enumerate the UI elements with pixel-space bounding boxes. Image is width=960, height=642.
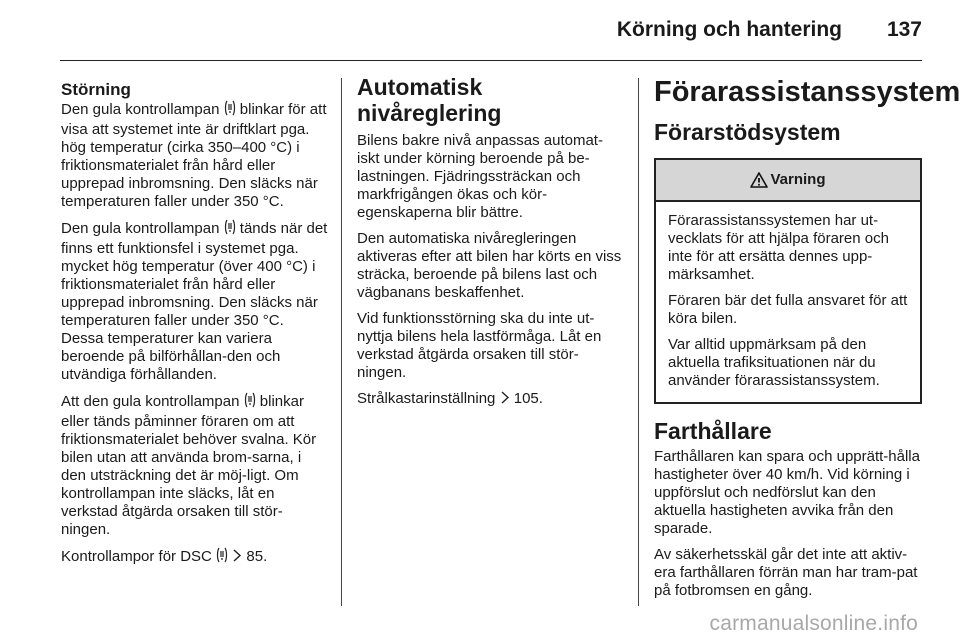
brake-pad-warning-lamp-icon — [224, 219, 236, 240]
paragraph: Farthållaren kan spara och upprätt-hålla hastigheter över 40 km/h. Vid körning i uppförslut och nedförslut kan den aktuella hastigheten avvika från den sparade. — [654, 448, 920, 537]
chapter-heading: Förarassistanssystem — [654, 76, 960, 108]
brake-pad-warning-lamp-icon — [216, 547, 228, 568]
subheading: Förarstödsystem — [654, 119, 841, 145]
paragraph-text: tänds när det finns ett funktionsfel i systemet pga. mycket hög temperatur (över 400 °C) i friktionsmaterialet från hård eller upprepad inbromsning. Den släcks när temperaturen faller under 350 °C. Dessa temperaturer kan variera beroende på bilförhållan-den och utvändiga förhållanden. — [61, 220, 328, 383]
paragraph: Bilens bakre nivå anpassas automat-iskt under körning beroende på be-lastningen. Fjädringssträckan och markfrigången ökas och kör-egenskaperna blir bättre. — [357, 132, 603, 221]
paragraph: Den automatiska nivåregleringen aktiveras efter att bilen har körts en viss sträcka, beroende på bilens last och vägbanans beskaffenhet. — [357, 230, 622, 301]
page-reference-arrow-icon — [500, 391, 510, 409]
paragraph: Vid funktionsstörning ska du inte ut-nyttja bilens hela lastförmåga. Låt en verkstad åtgärda orsaken till stör-ningen. — [357, 310, 602, 381]
warning-header — [656, 160, 920, 202]
paragraph: Av säkerhetsskäl går det inte att aktiv-era farthållaren förrän man har tram-pat på fotbromsen en gång. — [654, 546, 918, 599]
section-heading: Farthållare — [654, 418, 772, 444]
paragraph-text: blinkar eller tänds påminner föraren om att friktionsmaterialet behöver svalna. Kör bilen utan att använda brom-sarna, i den utsträckning det är möj-ligt. Om kontrollampan inte släcks, låt en verkstad åtgärda orsaken till stör-ningen. — [61, 393, 317, 538]
page-reference-arrow-icon — [232, 549, 242, 567]
paragraph — [61, 219, 329, 384]
page-number: 137 — [886, 18, 922, 41]
paragraph-text: Att den gula kontrollampan — [61, 393, 240, 410]
brake-pad-warning-lamp-icon — [224, 100, 236, 121]
paragraph-text: blinkar för att visa att systemet inte är driftklart pga. hög temperatur (cirka 350–400 °C) i friktionsmaterialet från hård eller upprepad inbromsning. Den släcks när temperaturen faller under 350 °C. — [61, 101, 327, 210]
page-header — [0, 0, 960, 60]
paragraph-text: Kontrollampor för DSC — [61, 548, 212, 565]
warning-paragraph: Var alltid uppmärksam på den aktuella trafiksituationen när du använder förarassistanssystem. — [668, 336, 880, 389]
paragraph-text: Strålkastarinställning — [357, 390, 496, 407]
paragraph-text: Den gula kontrollampan — [61, 101, 220, 118]
watermark: carmanualsonline.info — [709, 612, 918, 635]
paragraph — [61, 547, 329, 568]
paragraph — [61, 100, 329, 211]
column-divider — [638, 78, 639, 606]
warning-triangle-icon — [750, 172, 768, 188]
column-1 — [61, 74, 329, 576]
warning-paragraph: Föraren bär det fulla ansvaret för att köra bilen. — [668, 292, 908, 327]
header-title: Körning och hantering — [616, 18, 842, 41]
column-3 — [654, 74, 960, 608]
warning-title: Varning — [770, 171, 826, 188]
page-reference[interactable]: 85. — [246, 548, 268, 565]
warning-paragraph: Förarassistanssystemen har ut-vecklats för att hjälpa föraren och inte för att ersätta dennes upp-märksamhet. — [668, 212, 889, 283]
header-rule — [60, 60, 922, 61]
paragraph-text: Den gula kontrollampan — [61, 220, 220, 237]
column-divider — [341, 78, 342, 606]
page-reference[interactable]: 105. — [513, 390, 543, 407]
section-heading: Automatisk nivåreglering — [357, 74, 502, 126]
warning-body — [656, 202, 920, 402]
paragraph — [357, 390, 623, 409]
section-heading: Störning — [61, 80, 131, 99]
paragraph — [61, 392, 329, 539]
brake-pad-warning-lamp-icon — [244, 392, 256, 413]
warning-box — [654, 158, 922, 404]
column-2 — [357, 74, 623, 417]
